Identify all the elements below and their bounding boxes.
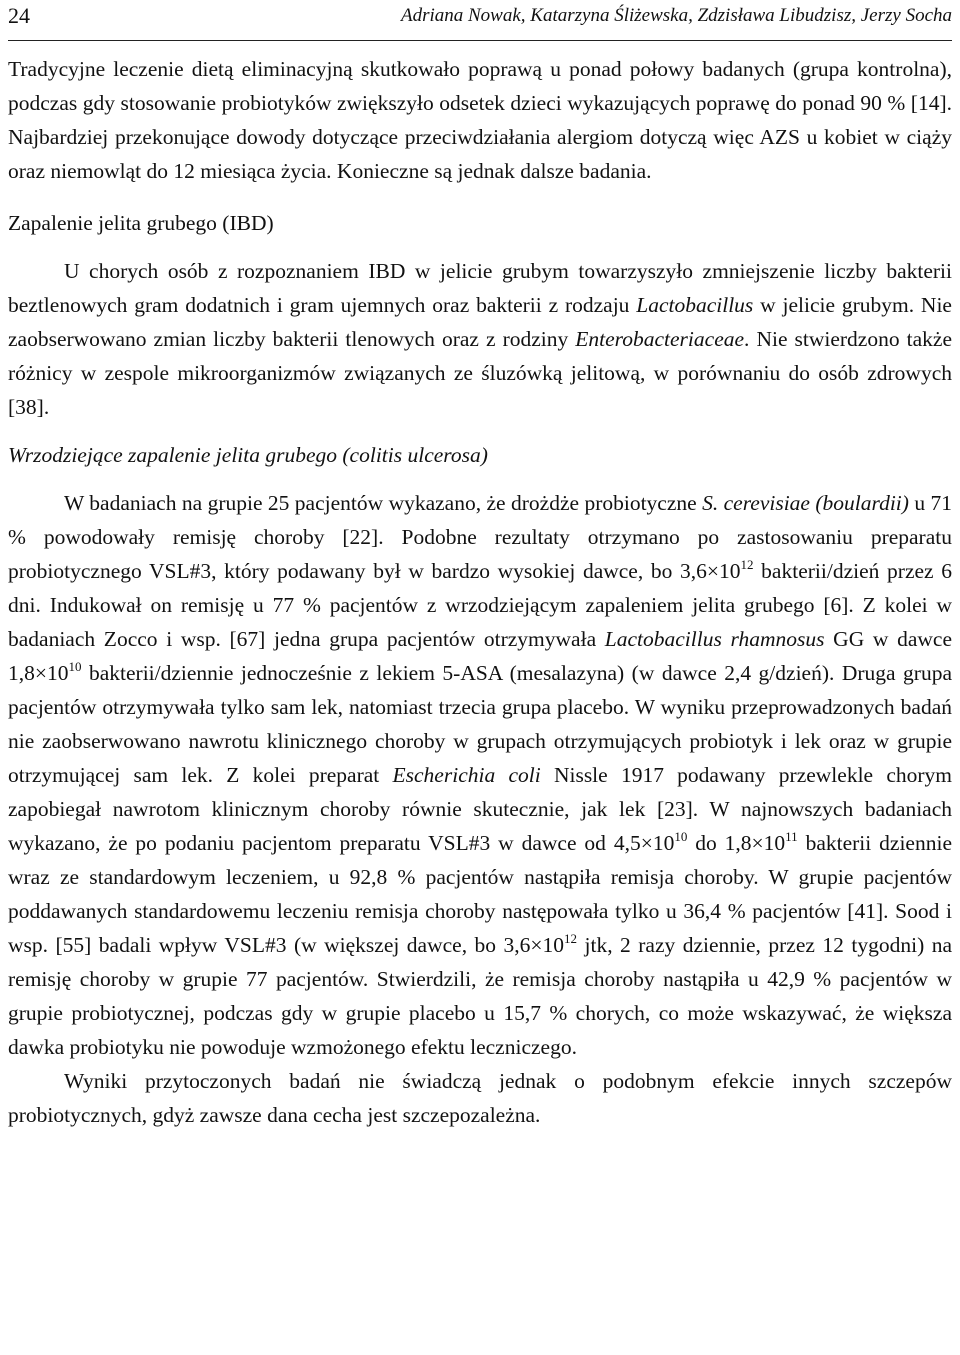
uc-text-3: bakterii/dzień przez 6 dni. Indukował on remisję u 77 % pacjentów z wrzodziejącym zapaleniem jelita grubego [6]. Z kolei w badaniach Zocco i wsp. [67] jedna grupa pacjentów otrzymywała [8,559,952,651]
conclusion-paragraph: Wyniki przytoczonych badań nie świadczą jednak o podobnym efekcie innych szczepów probiotycznych, gdyż zawsze dana cecha jest szczepozależna. [8,1069,952,1127]
exponent: 10 [68,659,82,674]
uc-text-8: bakterii dziennie wraz ze standardowym leczeniem, u 92,8 % pacjentów nastąpiła remisja choroby. W grupie pacjentów poddawanych standardowemu leczeniu remisja choroby następowała tylko u 36,4 % pacjentów [41]. Sood i wsp. [55] badali wpływ VSL#3 (w większej dawce, bo 3,6×10 [8,831,952,957]
uc-text-9: jtk, 2 razy dziennie, przez 12 tygodni) na remisję choroby w grupie 77 pacjentów. Stwierdzili, że remisja choroby nastąpiła u 42,9 % pacjentów w grupie probiotycznej, podczas gdy w grupie placebo u 15,7 % chorych, co może wskazywać, że większa dawka probiotyku nie powoduje wzmożonego efektu leczniczego. [8,933,952,1059]
uc-text-7: do 1,8×10 [687,831,786,855]
uc-text-1: W badaniach na grupie 25 pacjentów wykazano, że drożdże probiotyczne [64,491,703,515]
exponent: 11 [785,829,798,844]
running-header [8,0,952,41]
ibd-paragraph [8,254,952,424]
uc-text-6: Nissle 1917 podawany przewlekle chorym zapobiegał nawrotom klinicznym choroby równie skutecznie, jak lek [23]. W najnowszych badaniach wykazano, że po podaniu pacjentom preparatu VSL#3 w dawce od 4,5×10 [8,763,953,855]
ibd-text-a: U chorych osób z rozpoznaniem IBD w jelicie grubym towarzyszyło zmniejszenie liczby bakterii beztlenowych gram dodatnich i gram ujemnych oraz bakterii z rodzaju [8,259,952,317]
subsection-heading-uc: Wrzodziejące zapalenie jelita grubego (colitis ulcerosa) [8,443,488,467]
genus-lactobacillus: Lactobacillus [636,293,754,317]
species-e-coli: Escherichia coli [392,763,541,787]
article-body [8,52,952,1132]
exponent: 10 [674,829,688,844]
uc-text-5: bakterii/dziennie jednocześnie z lekiem 5-ASA (mesalazyna) (w dawce 2,4 g/dzień). Druga grupa pacjentów otrzymywała tylko sam lek, natomiast trzecia grupa placebo. W wyniku przeprowadzonych badań nie zaobserwowano nawrotu klinicznego choroby w grupach otrzymujących probiotyk i lek oraz w grupie otrzymującej sam lek. Z kolei preparat [8,661,952,787]
exponent: 12 [740,557,754,572]
species-l-rhamnosus: Lactobacillus rhamnosus [604,627,825,651]
family-enterobacteriaceae: Enterobacteriaceae [575,327,745,351]
ibd-text-b: w jelicie grubym. Nie zaobserwowano zmian liczby bakterii tlenowych oraz z rodziny [8,293,952,351]
species-s-cerevisiae: S. cerevisiae (boulardii) [702,491,909,515]
intro-paragraph: Tradycyjne leczenie dietą eliminacyjną skutkowało poprawą u ponad połowy badanych (grupa kontrolna), podczas gdy stosowanie probiotyków zwiększyło odsetek dzieci wykazujących poprawę do ponad 90 % [14]. Najbardziej przekonujące dowody dotyczące przeciwdziałania alergiom dotyczą więc AZS u kobiet w ciąży oraz niemowląt do 12 miesiąca życia. Konieczne są jednak dalsze badania. [8,57,952,183]
uc-paragraph [8,486,952,1064]
section-heading-ibd: Zapalenie jelita grubego (IBD) [8,211,274,235]
uc-text-4: GG w dawce 1,8×10 [8,627,952,685]
uc-text-2: u 71 % powodowały remisję choroby [22]. Podobne rezultaty otrzymano po zastosowaniu preparatu probiotycznego VSL#3, który podawany był w bardzo wysokiej dawce, bo 3,6×10 [8,491,953,583]
running-head-authors: Adriana Nowak, Katarzyna Śliżewska, Zdzisława Libudzisz, Jerzy Socha [400,5,952,26]
page-number: 24 [8,3,30,28]
exponent: 12 [564,931,578,946]
ibd-text-c: . Nie stwierdzono także różnicy w zespole mikroorganizmów związanych ze śluzówką jelitową, w porównaniu do osób zdrowych [38]. [8,327,952,419]
